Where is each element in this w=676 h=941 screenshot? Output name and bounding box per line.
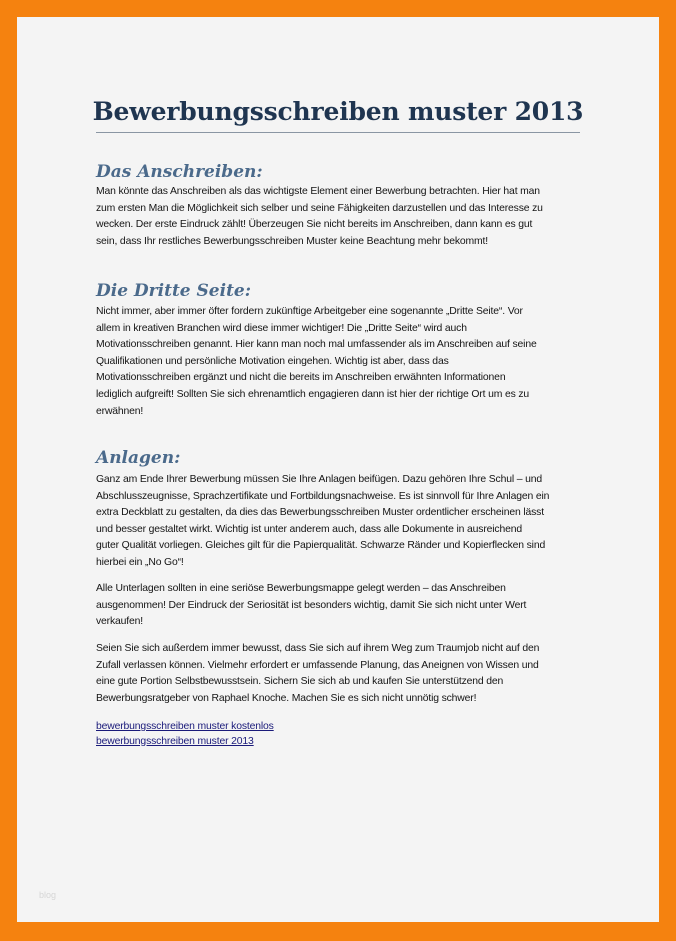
document-page: [17, 17, 659, 922]
text-line: Ganz am Ende Ihrer Bewerbung müssen Sie Ihre Anlagen beifügen. Dazu gehören Ihre Schul – und: [96, 474, 542, 485]
text-line: ausgenommen! Der Eindruck der Seriosität ist besonders wichtig, damit Sie sich nicht unter Wert: [96, 599, 527, 611]
title-divider: [96, 132, 580, 133]
text-line: Abschlusszeugnisse, Sprachzertifikate und Fortbildungsnachweise. Es ist sinnvoll für Ihre Anlagen ein: [96, 490, 550, 502]
page-title: Bewerbungsschreiben muster 2013: [92, 97, 584, 126]
text-line: lediglich aufgreift! Sollten Sie sich ehrenamtlich engagieren dann ist hier der richtige Ort um es zu: [96, 388, 530, 400]
heading-anschreiben: Das Anschreiben:: [96, 162, 263, 182]
text-line: Motivationsschreiben ergänzt und nicht die bereits im Anschreiben erwähnten Informationen: [96, 372, 506, 384]
heading-dritte-seite: Die Dritte Seite:: [96, 281, 252, 301]
paragraph-anschreiben: [96, 184, 543, 250]
heading-anlagen: Anlagen:: [96, 448, 181, 468]
text-line: Nicht immer, aber immer öfter fordern zukünftige Arbeitgeber eine sogenannte „Dritte Seite“. Vor: [96, 306, 523, 317]
text-line: extra Deckblatt zu gestalten, da dies das Bewerbungsschreiben Muster ordentlicher erscheinen lässt: [96, 507, 544, 519]
text-line: erwähnen!: [96, 405, 144, 417]
text-line: Man könnte das Anschreiben als das wichtigste Element einer Bewerbung betrachten. Hier hat man: [96, 186, 540, 197]
paragraph-anlagen-1: [96, 472, 549, 572]
text-line: Seien Sie sich außerdem immer bewusst, dass Sie sich auf ihrem Weg zum Traumjob nicht auf den: [96, 643, 540, 654]
text-line: verkaufen!: [96, 616, 144, 628]
related-links: [96, 720, 274, 749]
text-line: und besser gestaltet wirkt. Wichtig ist unter anderem auch, dass alle Dokumente in ausreichend: [96, 523, 522, 535]
text-line: Bewerbungsratgeber von Raphael Knoche. Machen Sie es sich nicht unnötig schwer!: [96, 692, 477, 704]
link-muster-2013[interactable]: bewerbungsschreiben muster 2013: [96, 735, 254, 747]
text-line: Qualifikationen und persönliche Motivation eingehen. Wichtig ist aber, dass das: [96, 355, 449, 367]
text-line: Zufall verlassen können. Vielmehr erfordert er umfassende Planung, das Aneignen von Wissen und: [96, 659, 539, 671]
text-line: guter Qualität vorliegen. Gleiches gilt für die Papierqualität. Schwarze Ränder und Kopierflecken sind: [96, 540, 546, 552]
text-line: zum ersten Man die Möglichkeit sich selber und seine Fähigkeiten darzustellen und das Interesse zu: [96, 202, 543, 214]
paragraph-anlagen-2: [96, 581, 526, 631]
text-line: allem in kreativen Branchen wird diese immer wichtiger! Die „Dritte Seite“ wird auch: [96, 322, 467, 334]
text-line: Alle Unterlagen sollten in eine seriöse Bewerbungsmappe gelegt werden – das Anschreiben: [96, 583, 506, 594]
text-line: hierbei ein „No Go“!: [96, 556, 184, 568]
paragraph-dritte-seite: [96, 304, 537, 420]
paragraph-anlagen-3: [96, 641, 539, 707]
text-line: sein, dass Ihr restliches Bewerbungsschreiben Muster keine Beachtung mehr bekommt!: [96, 235, 488, 247]
footer-watermark: blog: [39, 890, 57, 900]
text-line: eine gute Portion Selbstbewusstsein. Sichern Sie sich ab und kaufen Sie unterstützend den: [96, 676, 504, 688]
text-line: wecken. Der erste Eindruck zählt! Überzeugen Sie nicht bereits im Anschreiben, dann kann es gut: [96, 219, 533, 231]
text-line: Motivationsschreiben genannt. Hier kann man noch mal umfassender als im Anschreiben auf seine: [96, 339, 537, 351]
link-muster-kostenlos[interactable]: bewerbungsschreiben muster kostenlos: [96, 721, 274, 732]
